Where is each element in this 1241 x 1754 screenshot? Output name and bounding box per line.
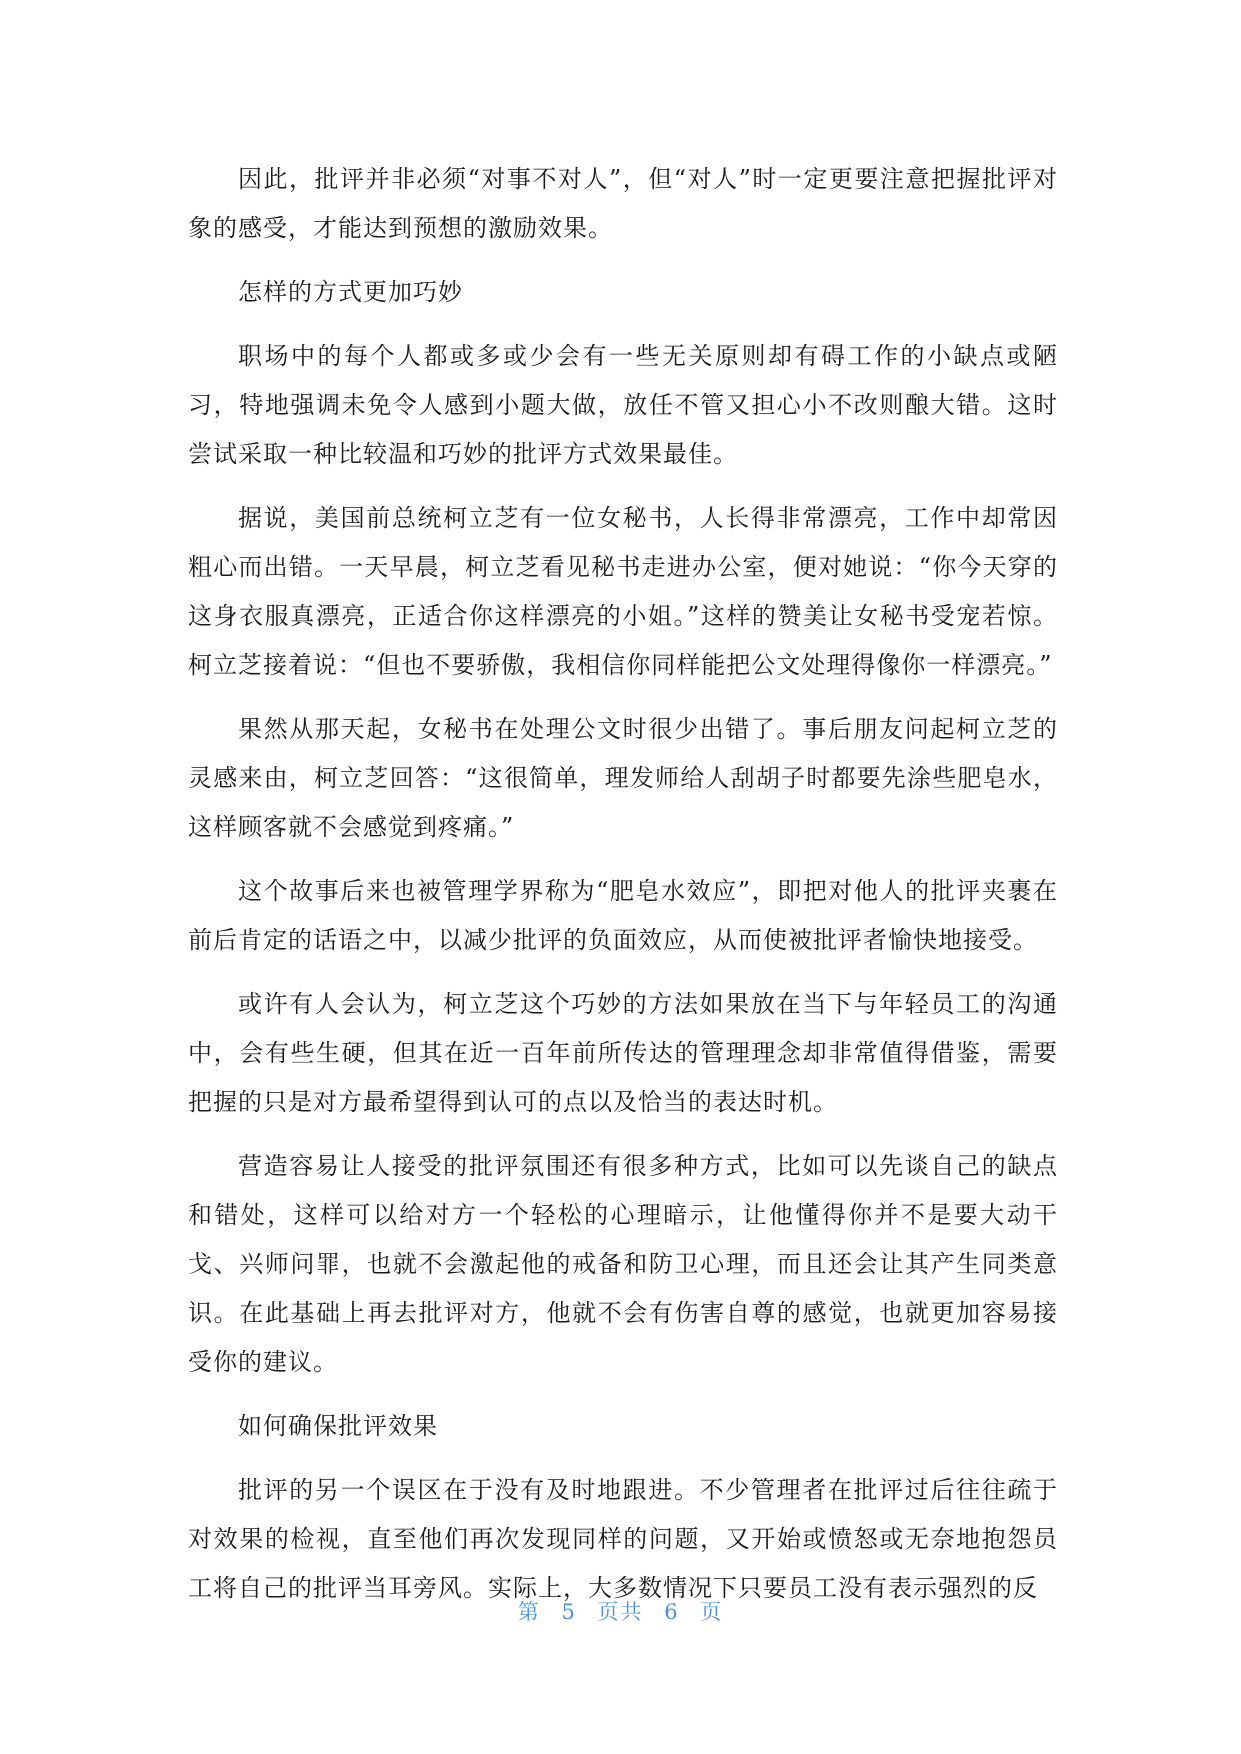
paragraph: 因此，批评并非必须“对事不对人”，但“对人”时一定更要注意把握批评对象的感受，才能达到预想的激励效果。 bbox=[188, 165, 1058, 242]
section-heading: 如何确保批评效果 bbox=[238, 1412, 438, 1440]
current-page-number: 5 bbox=[561, 1600, 577, 1624]
paragraph: 据说，美国前总统柯立芝有一位女秘书，人长得非常漂亮，工作中却常因粗心而出错。一天早晨，柯立芝看见秘书走进办公室，便对她说：“你今天穿的这身衣服真漂亮，正适合你这样漂亮的小姐。”这样的赞美让女秘书受宠若惊。柯立芝接着说：“但也不要骄傲，我相信你同样能把公文处理得像你一样漂亮。” bbox=[188, 504, 1058, 679]
paragraph: 营造容易让人接受的批评氛围还有很多种方式，比如可以先谈自己的缺点和错处，这样可以给对方一个轻松的心理暗示，让他懂得你并不是要大动干戈、兴师问罪，也就不会激起他的戒备和防卫心理，而且还会让其产生同类意识。在此基础上再去批评对方，他就不会有伤害自尊的感觉，也就更加容易接受你的建议。 bbox=[188, 1152, 1058, 1376]
paragraph: 或许有人会认为，柯立芝这个巧妙的方法如果放在当下与年轻员工的沟通中，会有些生硬，但其在近一百年前所传达的管理理念却非常值得借鉴，需要把握的只是对方最希望得到认可的点以及恰当的表达时机。 bbox=[188, 990, 1058, 1116]
footer-suffix: 页 bbox=[700, 1600, 724, 1624]
paragraph: 这个故事后来也被管理学界称为“肥皂水效应”，即把对他人的批评夹裹在前后肯定的话语之中，以减少批评的负面效应，从而使被批评者愉快地接受。 bbox=[188, 877, 1058, 954]
paragraph: 批评的另一个误区在于没有及时地跟进。不少管理者在批评过后往往疏于对效果的检视，直至他们再次发现同样的问题，又开始或愤怒或无奈地抱怨员工将自己的批评当耳旁风。实际上，大多数情况下只要员工没有表示强烈的反 bbox=[188, 1476, 1058, 1602]
total-pages-number: 6 bbox=[664, 1600, 680, 1624]
document-body bbox=[188, 155, 1058, 1628]
footer-prefix: 第 bbox=[517, 1600, 541, 1624]
section-heading: 怎样的方式更加巧妙 bbox=[238, 278, 463, 306]
page-footer bbox=[0, 1596, 1241, 1626]
footer-middle: 页共 bbox=[597, 1600, 644, 1624]
paragraph: 果然从那天起，女秘书在处理公文时很少出错了。事后朋友问起柯立芝的灵感来由，柯立芝回答：“这很简单，理发师给人刮胡子时都要先涂些肥皂水，这样顾客就不会感觉到疼痛。” bbox=[188, 715, 1058, 841]
paragraph: 职场中的每个人都或多或少会有一些无关原则却有碍工作的小缺点或陋习，特地强调未免令人感到小题大做，放任不管又担心小不改则酿大错。这时尝试采取一种比较温和巧妙的批评方式效果最佳。 bbox=[188, 342, 1058, 468]
